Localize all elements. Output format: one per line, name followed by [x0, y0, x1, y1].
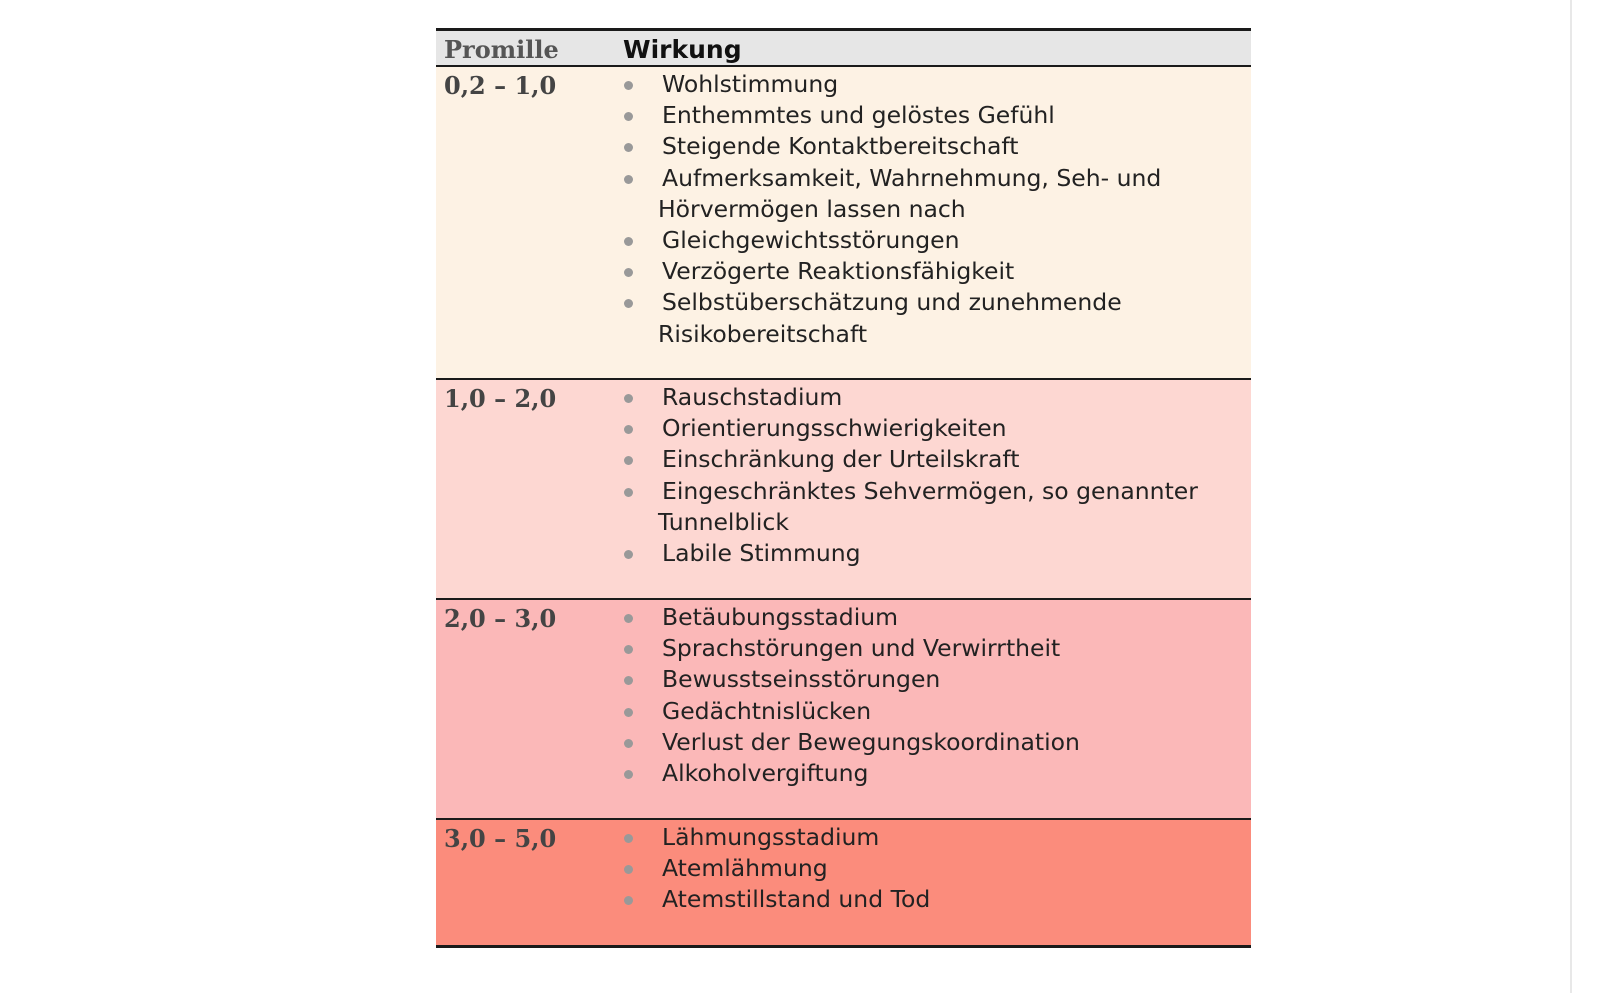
list-item: Aufmerksamkeit, Wahrnehmung, Seh- und Hörvermögen lassen nach	[622, 163, 1178, 225]
effects-list	[622, 602, 1247, 789]
bullet-icon	[624, 299, 633, 308]
effects-list	[622, 69, 1247, 350]
list-item: Steigende Kontaktbereitschaft	[622, 131, 1247, 162]
header-wirkung: Wirkung	[623, 35, 742, 64]
list-item: Alkoholvergiftung	[622, 758, 1247, 789]
bullet-icon	[624, 614, 633, 623]
list-item: Selbstüberschätzung und zunehmende Risikobereitschaft	[622, 287, 1178, 349]
table-row	[436, 818, 1251, 945]
table-row	[436, 598, 1251, 818]
bullet-icon	[624, 708, 633, 717]
list-item: Enthemmtes und gelöstes Gefühl	[622, 100, 1247, 131]
list-item: Betäubungsstadium	[622, 602, 1247, 633]
page-edge-divider	[1570, 0, 1572, 993]
bullet-icon	[624, 268, 633, 277]
bullet-icon	[624, 865, 633, 874]
promille-range: 1,0 – 2,0	[444, 384, 557, 413]
list-item: Atemlähmung	[622, 853, 1247, 884]
list-item: Atemstillstand und Tod	[622, 884, 1247, 915]
bullet-icon	[624, 770, 633, 779]
bullet-icon	[624, 112, 633, 121]
effects-list	[622, 822, 1247, 916]
bullet-icon	[624, 143, 633, 152]
list-item: Orientierungsschwierigkeiten	[622, 413, 1247, 444]
alcohol-effects-table	[436, 28, 1251, 948]
list-item: Einschränkung der Urteilskraft	[622, 444, 1247, 475]
list-item: Bewusstseinsstörungen	[622, 664, 1247, 695]
list-item: Eingeschränktes Sehvermögen, so genannter Tunnelblick	[622, 476, 1247, 538]
list-item: Labile Stimmung	[622, 538, 1247, 569]
bullet-icon	[624, 425, 633, 434]
bullet-icon	[624, 834, 633, 843]
list-item: Sprachstörungen und Verwirrtheit	[622, 633, 1247, 664]
list-item: Rauschstadium	[622, 382, 1247, 413]
list-item: Wohlstimmung	[622, 69, 1247, 100]
table-row	[436, 378, 1251, 598]
bullet-icon	[624, 488, 633, 497]
list-item: Gedächtnislücken	[622, 696, 1247, 727]
effects-list	[622, 382, 1247, 569]
header-promille: Promille	[444, 35, 559, 64]
bullet-icon	[624, 896, 633, 905]
list-item: Gleichgewichtsstörungen	[622, 225, 1247, 256]
bullet-icon	[624, 645, 633, 654]
bullet-icon	[624, 550, 633, 559]
list-item: Verlust der Bewegungskoordination	[622, 727, 1247, 758]
table-row	[436, 67, 1251, 378]
bullet-icon	[624, 394, 633, 403]
bullet-icon	[624, 175, 633, 184]
promille-range: 2,0 – 3,0	[444, 604, 557, 633]
promille-range: 0,2 – 1,0	[444, 71, 557, 100]
bullet-icon	[624, 81, 633, 90]
list-item: Lähmungsstadium	[622, 822, 1247, 853]
list-item: Verzögerte Reaktionsfähigkeit	[622, 256, 1247, 287]
bullet-icon	[624, 739, 633, 748]
bullet-icon	[624, 676, 633, 685]
table-header	[436, 31, 1251, 67]
bullet-icon	[624, 237, 633, 246]
bullet-icon	[624, 456, 633, 465]
promille-range: 3,0 – 5,0	[444, 824, 557, 853]
